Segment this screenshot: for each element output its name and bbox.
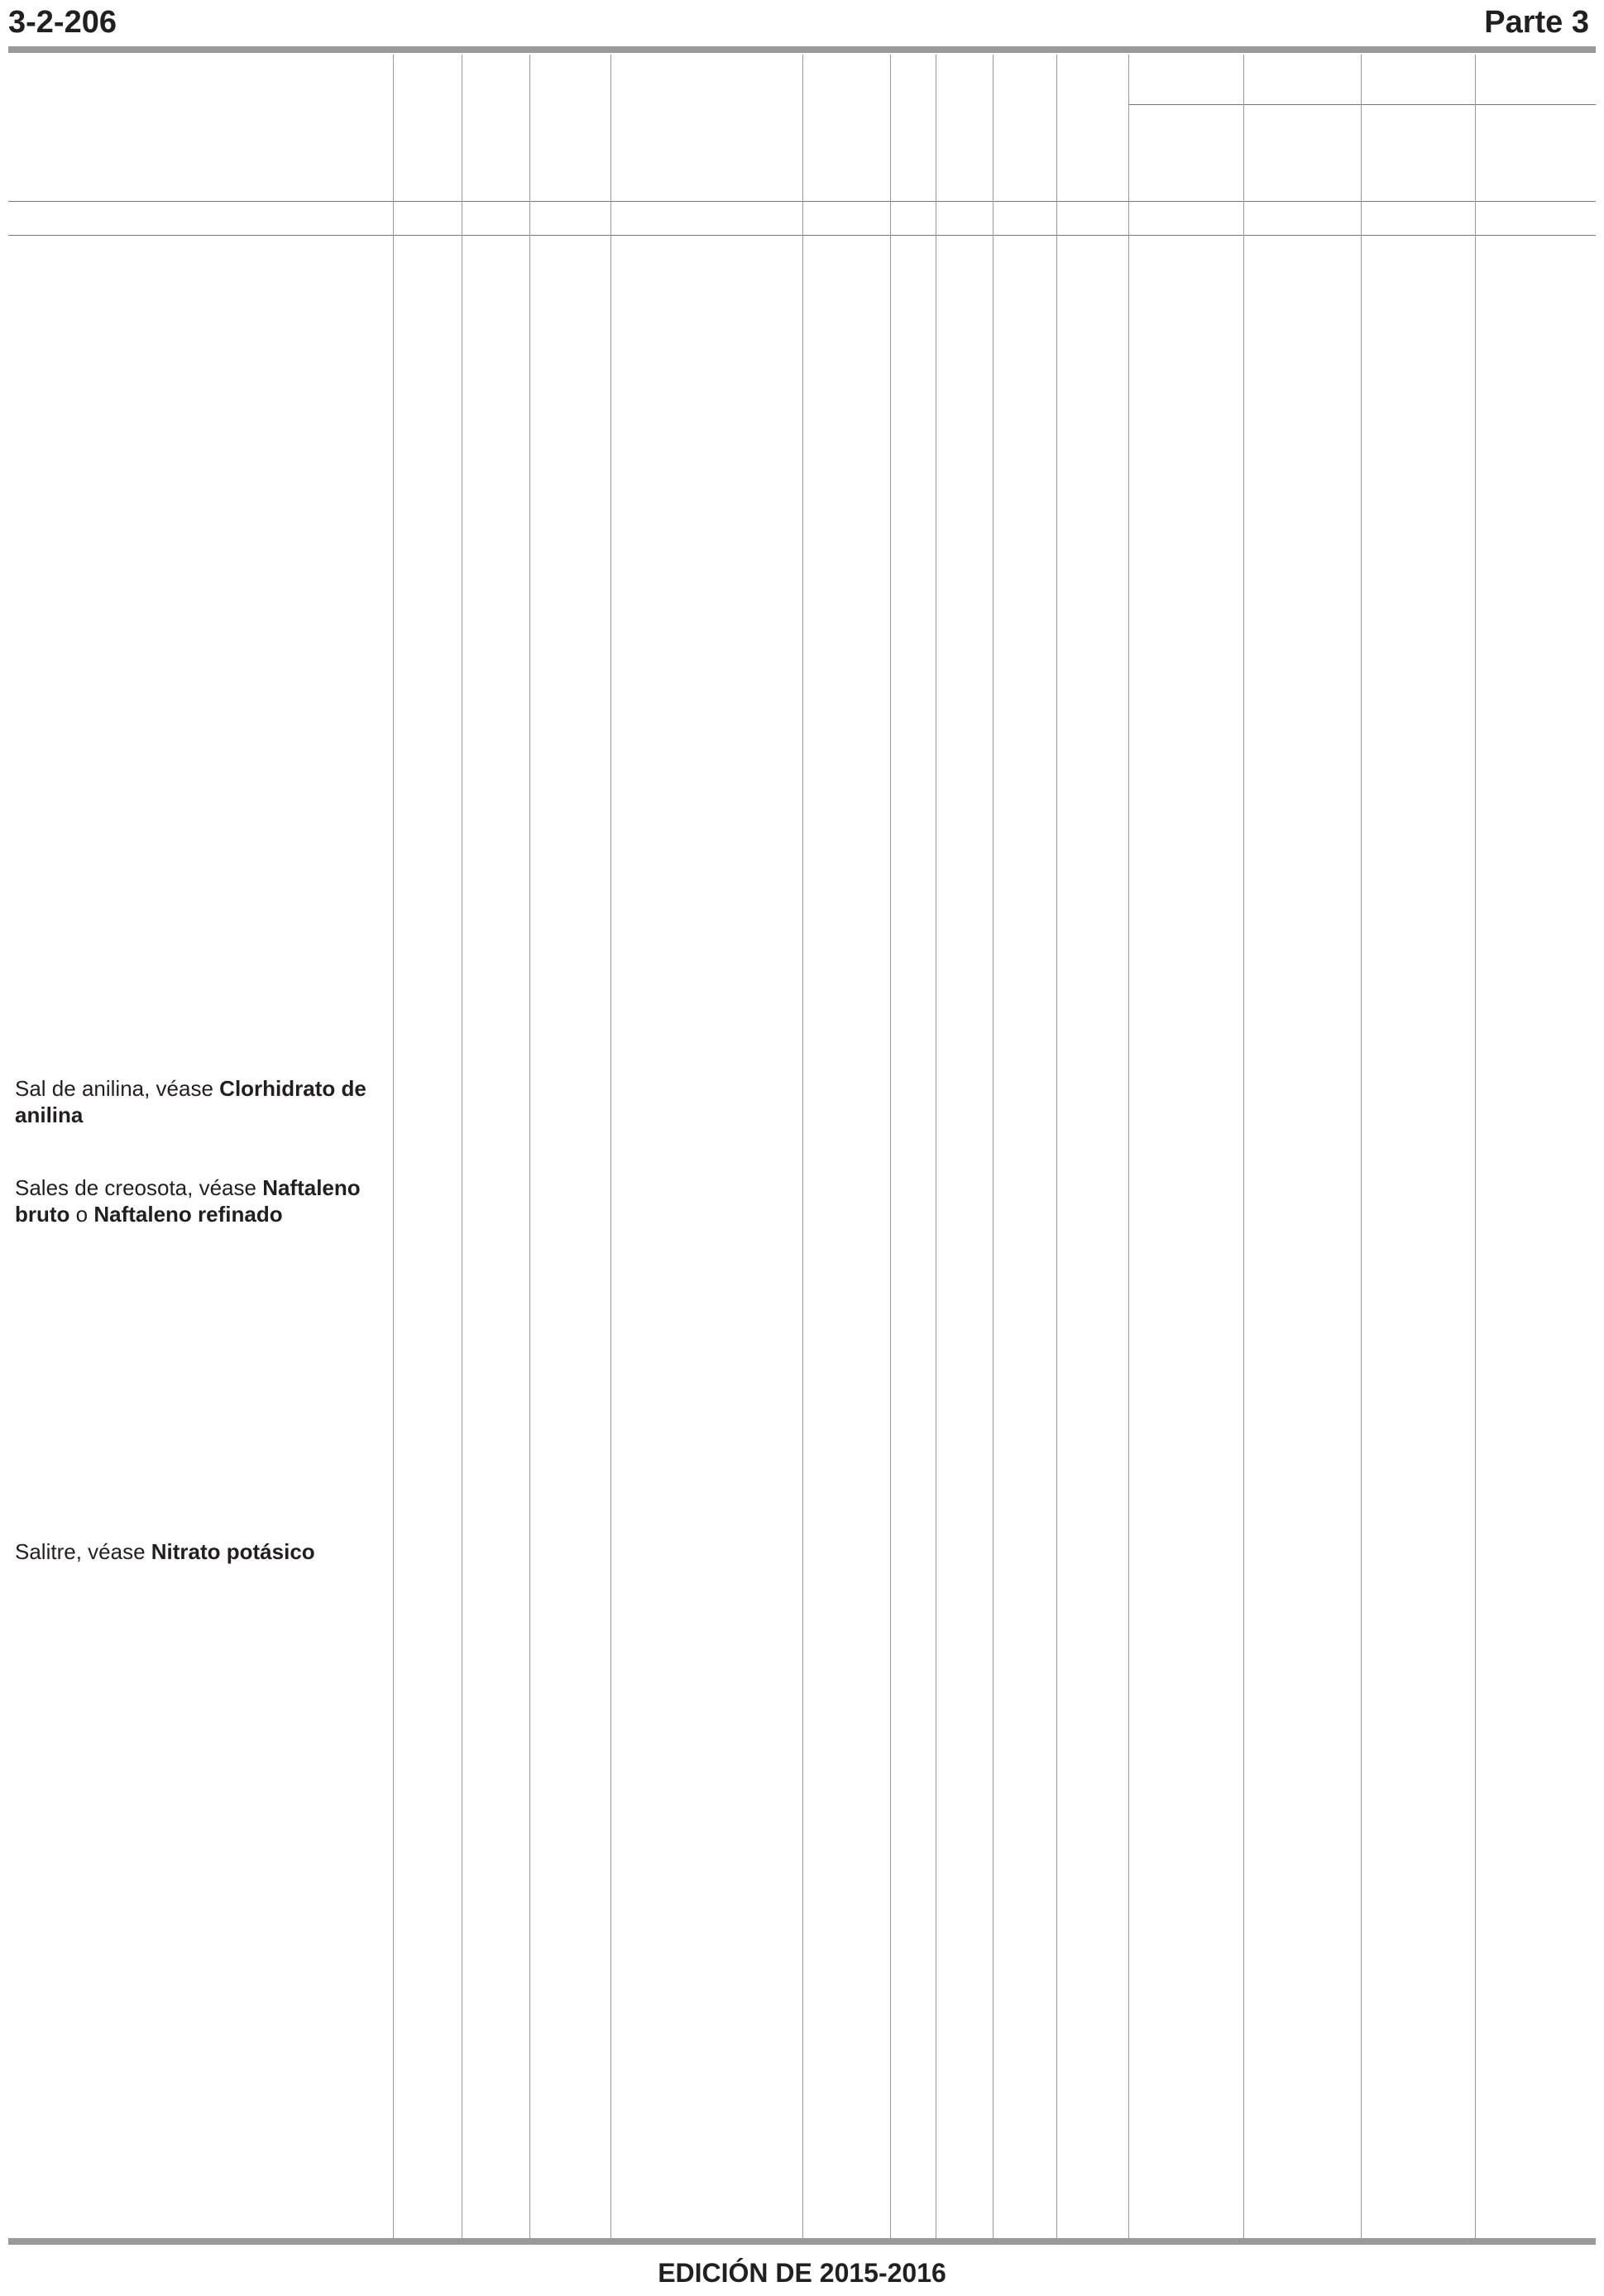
see-reference — [15, 1075, 387, 1128]
group-divider — [1128, 104, 1596, 105]
column-rule — [1243, 55, 1244, 2238]
see-text: o — [69, 1202, 94, 1227]
column-rule — [393, 55, 394, 2238]
column-rule — [1361, 55, 1362, 2238]
column-rule — [1475, 55, 1476, 2238]
part-label: Parte 3 — [1484, 5, 1589, 40]
see-text: Sales de creosota, véase — [15, 1175, 263, 1200]
see-text: Sal de anilina, véase — [15, 1076, 220, 1101]
see-target: Nitrato potásico — [151, 1539, 315, 1564]
column-rule — [1056, 55, 1057, 2238]
see-text: Salitre, véase — [15, 1539, 151, 1564]
bottom-rule — [8, 2238, 1596, 2245]
see-target: Clorhidrato de anilina — [15, 1076, 366, 1127]
page-number: 3-2-206 — [8, 5, 117, 40]
edition-footer: EDICIÓN DE 2015-2016 — [658, 2258, 946, 2288]
see-target: Naftaleno bruto — [15, 1175, 361, 1227]
column-rule — [802, 55, 803, 2238]
column-rule — [993, 55, 994, 2238]
see-target: Naftaleno refinado — [93, 1202, 283, 1227]
see-reference — [15, 1174, 387, 1227]
column-rule — [529, 55, 530, 2238]
see-reference — [15, 1538, 387, 1565]
column-rule — [1128, 55, 1129, 2238]
column-rule — [890, 55, 891, 2238]
column-rule — [610, 55, 611, 2238]
top-rule — [8, 46, 1596, 53]
